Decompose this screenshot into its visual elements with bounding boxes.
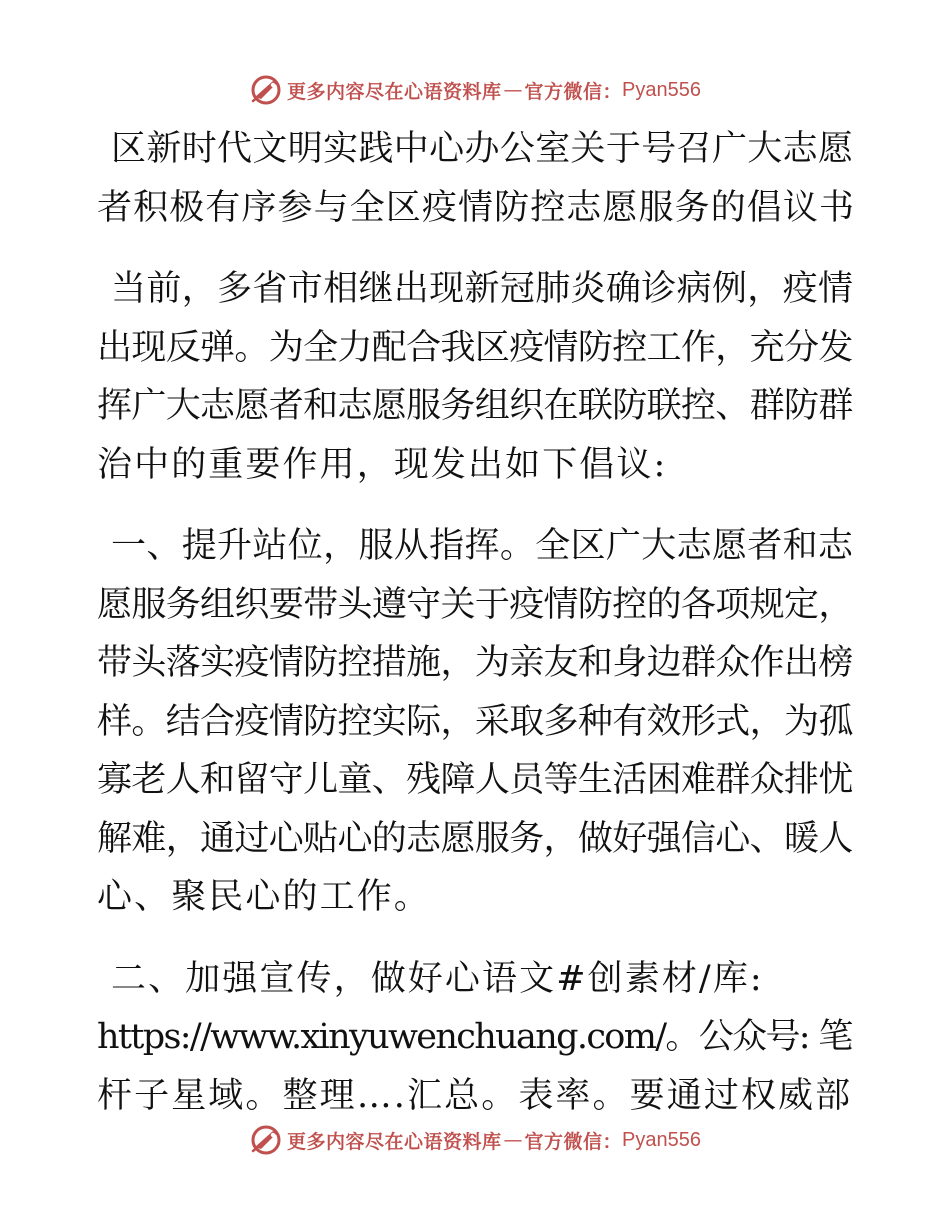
document-body bbox=[97, 120, 857, 1125]
title-line-2: 者积极有序参与全区疫情防控志愿服务的倡议书 bbox=[97, 187, 856, 228]
paragraph-line: 挥广大志愿者和志愿服务组织在联防联控、群防群 bbox=[97, 386, 853, 426]
title-line-1: 区新时代文明实践中心办公室关于号召广大志愿 bbox=[111, 129, 854, 169]
url-line: https://www.xinyuwenchuang.com/。公众号: 笔 bbox=[97, 1017, 852, 1057]
watermark-dash: — bbox=[503, 79, 523, 101]
header-watermark bbox=[0, 72, 950, 108]
paragraph-line: 一、提升站位，服从指挥。全区广大志愿者和志 bbox=[111, 526, 854, 566]
paragraph-line: 杆子星域。整理….汇总。表率。要通过权威部 bbox=[97, 1075, 853, 1116]
watermark-id: Pyan556 bbox=[622, 1128, 701, 1151]
watermark-text: 更多内容尽在心语资料库 bbox=[287, 80, 502, 103]
paragraph-line: 二、加强宣传，做好心语文#创素材/库: bbox=[111, 958, 764, 999]
section-2-paragraph bbox=[97, 950, 857, 1126]
paragraph-line: 寡老人和留守儿童、残障人员等生活困难群众排忧 bbox=[97, 760, 853, 800]
watermark-label: 官方微信： bbox=[524, 1130, 623, 1153]
watermark-text: 更多内容尽在心语资料库 bbox=[287, 1130, 502, 1153]
watermark-inner bbox=[249, 72, 701, 108]
paragraph-line: 出现反弹。为全力配合我区疫情防控工作，充分发 bbox=[97, 327, 853, 368]
paragraph-gap bbox=[97, 237, 857, 260]
paragraph-line: 愿服务组织要带头遵守关于疫情防控的各项规定， bbox=[97, 584, 853, 625]
paragraph-line: 带头落实疫情防控措施，为亲友和身边群众作出榜 bbox=[97, 643, 853, 683]
document-title bbox=[97, 120, 857, 237]
paragraph-line: 当前，多省市相继出现新冠肺炎确诊病例，疫情 bbox=[111, 269, 854, 309]
quill-logo-icon bbox=[249, 1123, 283, 1157]
paragraph-gap bbox=[97, 494, 857, 517]
section-1-paragraph bbox=[97, 517, 857, 927]
footer-watermark bbox=[0, 1122, 950, 1158]
quill-logo-icon bbox=[249, 73, 283, 107]
watermark-label: 官方微信： bbox=[524, 80, 623, 103]
paragraph-line: 治中的重要作用，现发出如下倡议: bbox=[97, 444, 668, 485]
watermark-inner bbox=[249, 1122, 701, 1158]
paragraph-line: 解难，通过心贴心的志愿服务，做好强信心、暖人 bbox=[97, 818, 853, 859]
watermark-dash: — bbox=[503, 1129, 523, 1151]
paragraph-gap bbox=[97, 927, 857, 950]
paragraph-line: 心、聚民心的工作。 bbox=[97, 877, 431, 917]
paragraph-line: 样。结合疫情防控实际，采取多种有效形式，为孤 bbox=[97, 701, 853, 742]
intro-paragraph bbox=[97, 260, 857, 494]
watermark-id: Pyan556 bbox=[622, 78, 701, 101]
